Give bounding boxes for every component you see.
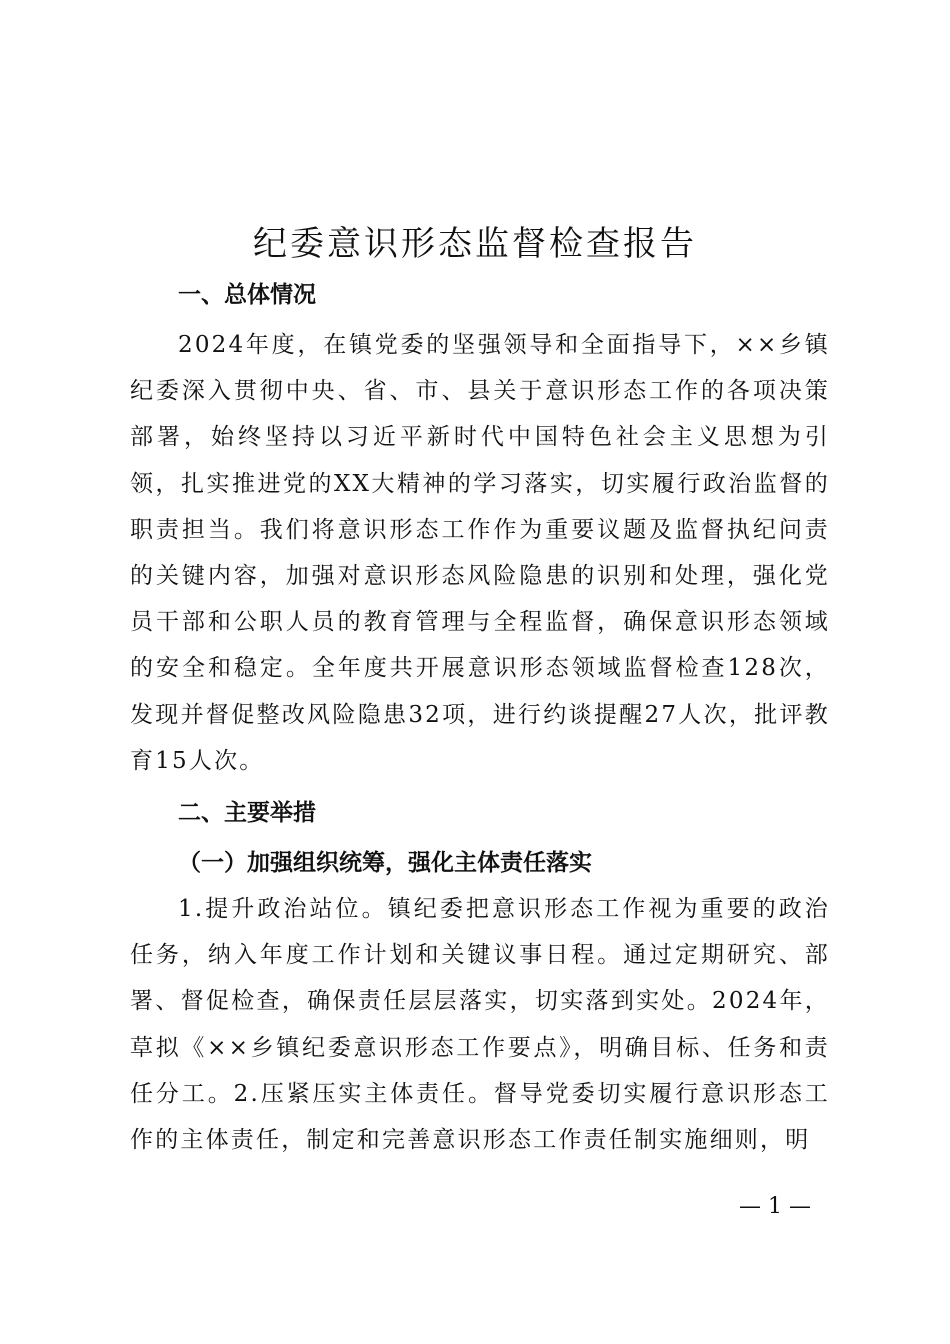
page-number: — 1 — xyxy=(739,1194,811,1219)
subsection-heading-organization: （一）加强组织统筹，强化主体责任落实 xyxy=(178,849,592,877)
measures-paragraph: 1.提升政治站位。镇纪委把意识形态工作视为重要的政治任务，纳入年度工作计划和关键议事日程。通过定期研究、部署、督促检查，确保责任层层落实，切实落到实处。2024年，草拟《××乡镇纪委意识形态工作要点》，明确目标、任务和责任分工。2.压紧压实主体责任。督导党委切实履行意识形态工作的主体责任，制定和完善意识形态工作责任制实施细则，明 xyxy=(130,896,830,1154)
section-heading-overview: 一、总体情况 xyxy=(178,282,316,308)
document-title: 纪委意识形态监督检查报告 xyxy=(253,224,697,264)
overview-paragraph: 2024年度，在镇党委的坚强领导和全面指导下，××乡镇纪委深入贯彻中央、省、市、县关于意识形态工作的各项决策部署，始终坚持以习近平新时代中国特色社会主义思想为引领，扎实推进党的XX大精神的学习落实，切实履行政治监督的职责担当。我们将意识形态工作作为重要议题及监督执纪问责的关键内容，加强对意识形态风险隐患的识别和处理，强化党员干部和公职人员的教育管理与全程监督，确保意识形态领域的安全和稳定。全年度共开展意识形态领域监督检查128次，发现并督促整改风险隐患32项，进行约谈提醒27人次，批评教育15人次。 xyxy=(130,332,830,774)
section-heading-measures: 二、主要举措 xyxy=(178,800,316,827)
document-body xyxy=(130,268,830,1163)
